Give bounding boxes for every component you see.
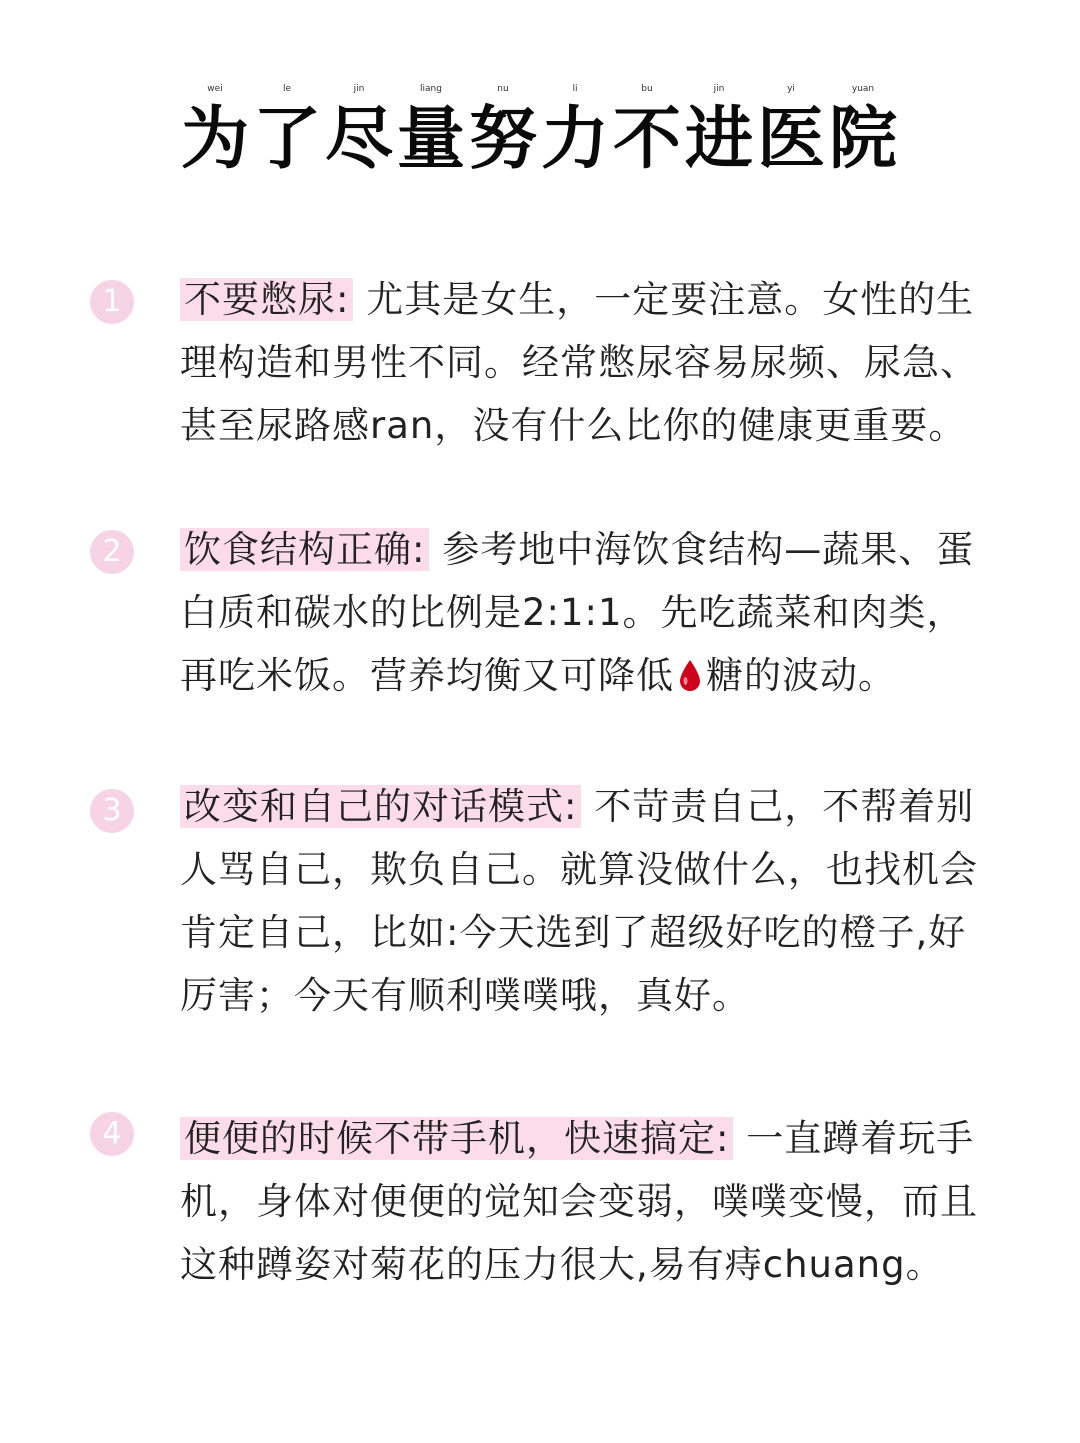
tip-paragraph (180, 268, 990, 457)
title-char: 医 (756, 100, 825, 179)
pinyin: le (282, 84, 292, 94)
tip-heading: 改变和自己的对话模式: (180, 785, 581, 828)
tip-body: 一直蹲着玩手机，身体对便便的觉知会变弱，噗噗变慢，而且这种蹲姿对菊花的压力很大,易有痔chuang。 (180, 1117, 978, 1286)
pinyin: jin (353, 84, 365, 94)
title-char: 为 (180, 100, 249, 179)
tip-body: 尤其是女生，一定要注意。女性的生理构造和男性不同。经常憋尿容易尿频、尿急、甚至尿路感ran，没有什么比你的健康更重要。 (180, 278, 978, 447)
title-char: 了 (252, 100, 321, 179)
pinyin: wei (207, 84, 223, 94)
tip-heading: 便便的时候不带手机，快速搞定: (180, 1117, 733, 1160)
title-char: 力 (540, 100, 609, 179)
tip-body-end: 糖的波动。 (706, 654, 896, 697)
tip-paragraph (180, 1107, 990, 1296)
pinyin: yi (787, 84, 795, 94)
number-badge: 2 (90, 530, 134, 574)
tip-paragraph (180, 775, 990, 1027)
number-badge: 4 (90, 1112, 134, 1156)
tip-heading: 不要憋尿: (180, 278, 353, 321)
pinyin: nu (497, 84, 509, 94)
title-char: 院 (828, 100, 897, 179)
tip-paragraph (180, 518, 990, 707)
page-title (180, 100, 900, 180)
blood-drop-icon (676, 658, 704, 694)
pinyin: jin (713, 84, 725, 94)
tip-heading: 饮食结构正确: (180, 528, 429, 571)
tip-body: 不苛责自己，不帮着别人骂自己，欺负自己。就算没做什么，也找机会肯定自己，比如:今天选到了超级好吃的橙子,好厉害；今天有顺利噗噗哦，真好。 (180, 785, 978, 1017)
title-char: 尽 (324, 100, 393, 179)
title-char: 量 (396, 100, 465, 179)
title-char: 进 (684, 100, 753, 179)
number-badge: 3 (90, 789, 134, 833)
pinyin: yuan (851, 84, 875, 94)
pinyin: li (572, 84, 578, 94)
pinyin: bu (641, 84, 653, 94)
number-badge: 1 (90, 280, 134, 324)
pinyin: liang (420, 84, 442, 94)
tip-body: 参考地中海饮食结构—蔬果、蛋白质和碳水的比例是2:1:1。先吃蔬菜和肉类，再吃米饭。营养均衡又可降低 (180, 528, 975, 697)
title-char: 不 (612, 100, 681, 179)
title-char: 努 (468, 100, 537, 179)
